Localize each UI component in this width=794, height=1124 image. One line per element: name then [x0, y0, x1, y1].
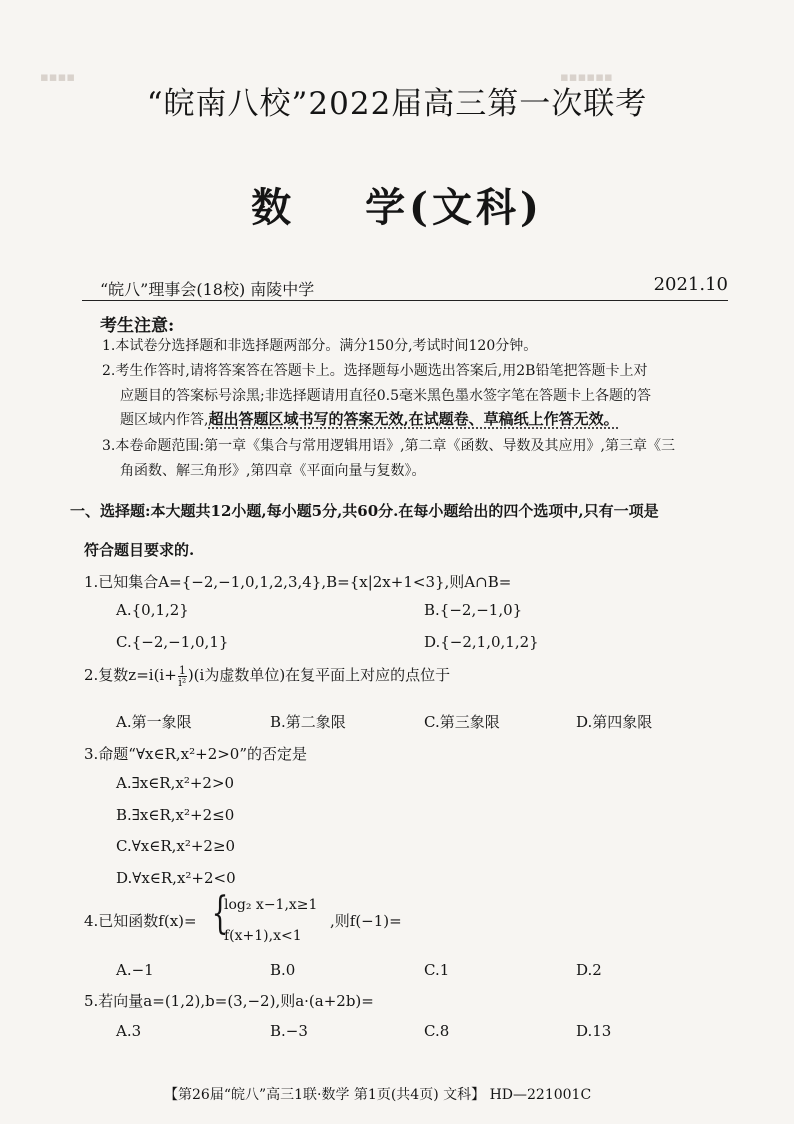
subject-title-a: 数 [251, 184, 296, 231]
question-5-option-a: A.3 [116, 1022, 142, 1040]
question-1-stem: 1.已知集合A={−2,−1,0,1,2,3,4},B={x|2x+1<3},则A∩B= [84, 573, 512, 591]
subject-title [0, 176, 794, 233]
bleed-through-text: ▪▪▪▪ [40, 70, 76, 85]
piecewise-case-1: log₂ x−1,x≥1 [224, 897, 318, 913]
question-3-option-d: D.∀x∈R,x²+2<0 [116, 869, 236, 887]
question-4-option-d: D.2 [576, 961, 602, 979]
question-1-option-c: C.{−2,−1,0,1} [116, 633, 229, 651]
notice-warning: 超出答题区域书写的答案无效,在试题卷、草稿纸上作答无效。 [208, 410, 619, 428]
question-1-option-a: A.{0,1,2} [116, 601, 189, 619]
question-1-option-d: D.{−2,1,0,1,2} [424, 633, 539, 651]
question-4-option-c: C.1 [424, 961, 450, 979]
question-2-option-c: C.第三象限 [424, 713, 500, 731]
question-4-stem-pre: 4.已知函数f(x)= [84, 912, 197, 930]
question-3-option-a: A.∃x∈R,x²+2>0 [116, 774, 235, 792]
subject-title-b: 学(文科) [365, 184, 543, 231]
question-3-option-b: B.∃x∈R,x²+2≤0 [116, 806, 235, 824]
notice-title: 考生注意: [100, 316, 175, 336]
question-4-stem-post: ,则f(−1)= [330, 912, 402, 930]
section-heading-line-1: 一、选择题:本大题共12小题,每小题5分,共60分.在每小题给出的四个选项中,只有一项是 [70, 502, 659, 520]
header-divider [82, 300, 728, 301]
exam-title: “皖南八校”2022届高三第一次联考 [146, 86, 648, 122]
question-4-option-b: B.0 [270, 961, 296, 979]
fraction-numerator: 1 [178, 663, 186, 677]
question-5-stem: 5.若向量a=(1,2),b=(3,−2),则a·(a+2b)= [84, 992, 374, 1010]
question-3-stem: 3.命题“∀x∈R,x²+2>0”的否定是 [84, 745, 308, 763]
notice-item-2-line-2: 应题目的答案标号涂黑;非选择题请用直径0.5毫米黑色墨水签字笔在答题卡上各题的答 [120, 388, 651, 404]
question-2-stem-pre: 2.复数z=i(i+ [84, 666, 177, 684]
notice-item-2-line-3-a: 题区域内作答, [120, 412, 209, 428]
piecewise-case-2: f(x+1),x<1 [224, 928, 302, 944]
question-5-option-d: D.13 [576, 1022, 612, 1040]
notice-item-2-line-3 [120, 406, 619, 433]
notice-item-3-line-1: 3.本卷命题范围:第一章《集合与常用逻辑用语》,第二章《函数、导数及其应用》,第三章《三 [102, 438, 675, 454]
question-2-option-b: B.第二象限 [270, 713, 346, 731]
bleed-through-text: ▪▪▪▪▪▪ [560, 70, 613, 85]
question-1-option-b: B.{−2,−1,0} [424, 601, 523, 619]
question-5-option-b: B.−3 [270, 1022, 308, 1040]
piecewise-brace: { [211, 888, 229, 939]
question-3-option-c: C.∀x∈R,x²+2≥0 [116, 837, 236, 855]
exam-date: 2021.10 [653, 274, 728, 295]
question-2-option-d: D.第四象限 [576, 713, 653, 731]
section-heading-line-2: 符合题目要求的. [84, 541, 195, 559]
notice-item-1: 1.本试卷分选择题和非选择题两部分。满分150分,考试时间120分钟。 [102, 338, 538, 354]
question-5-option-c: C.8 [424, 1022, 450, 1040]
question-2-stem [84, 664, 450, 688]
question-2-option-a: A.第一象限 [116, 713, 192, 731]
question-2-stem-post: )(i为虚数单位)在复平面上对应的点位于 [187, 666, 451, 684]
notice-item-3-line-2: 角函数、解三角形》,第四章《平面向量与复数》。 [120, 463, 426, 479]
notice-item-2-line-1: 2.考生作答时,请将答案答在答题卡上。选择题每小题选出答案后,用2B铅笔把答题卡上对 [102, 363, 648, 379]
page-footer: 【第26届“皖八”高三1联·数学 第1页(共4页) 文科】 HD—221001C [164, 1087, 592, 1103]
question-4-option-a: A.−1 [116, 961, 154, 979]
organizer-line: “皖八”理事会(18校) 南陵中学 [100, 280, 315, 299]
fraction-denominator: i² [178, 675, 187, 689]
fraction [178, 665, 187, 688]
